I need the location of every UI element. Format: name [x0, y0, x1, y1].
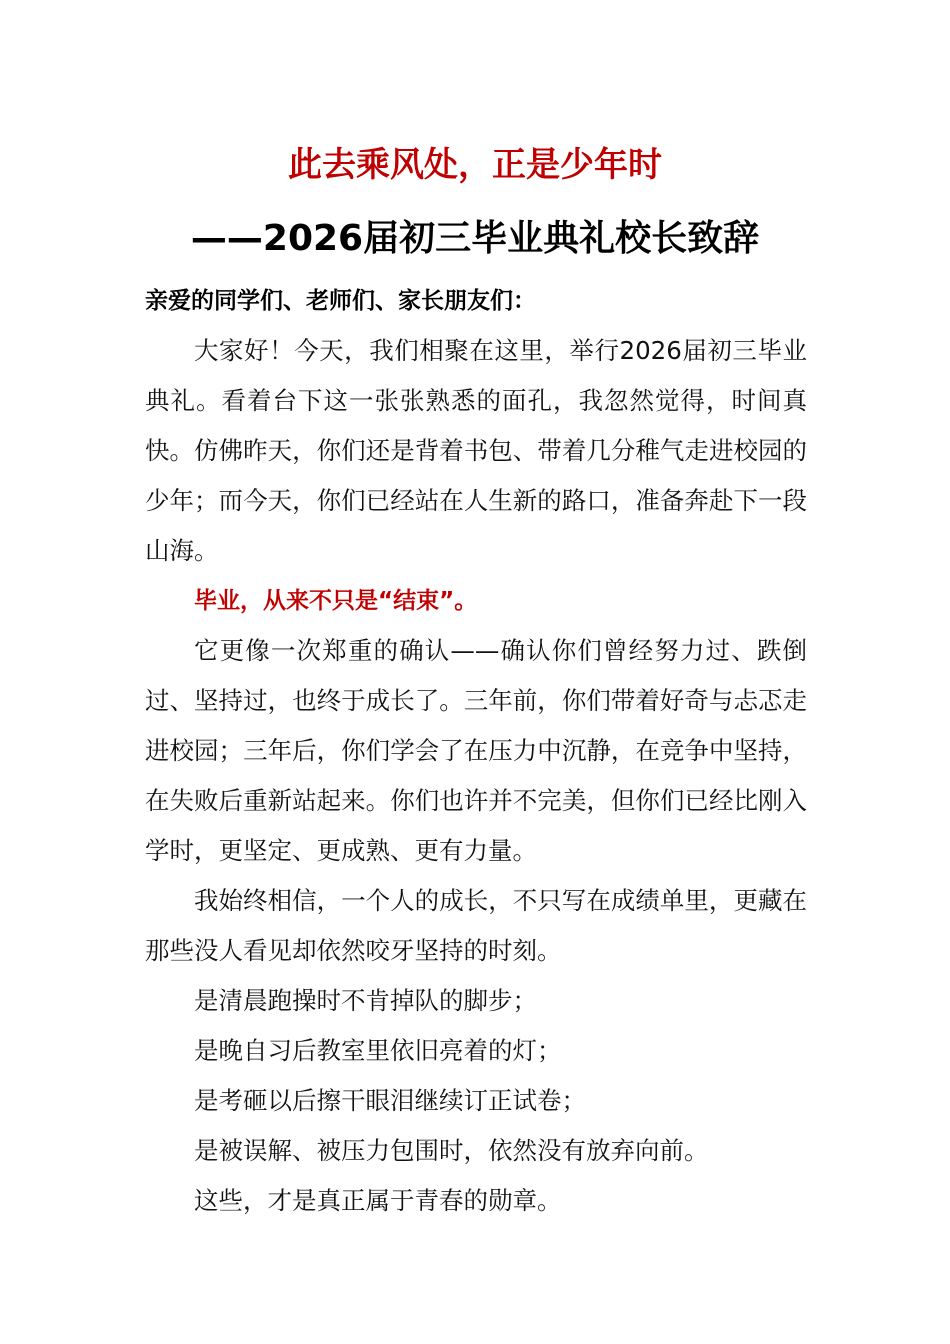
speech-body [145, 326, 807, 1226]
paragraph-emphasis: 毕业，从来不只是“结束”。 [194, 588, 478, 614]
list-line-morning-run: 是清晨跑操时不肯掉队的脚步； [194, 986, 537, 1015]
paragraph-opening: 大家好！今天，我们相聚在这里，举行2026届初三毕业典礼。看着台下这一张张熟悉的面孔，我忽然觉得，时间真快。仿佛昨天，你们还是背着书包、带着几分稚气走进校园的少年；而今天，你们已经站在人生新的路口，准备奔赴下一段山海。 [145, 336, 807, 565]
list-line-exam-correction: 是考砸以后擦干眼泪继续订正试卷； [194, 1086, 586, 1115]
list-line-keep-going: 是被误解、被压力包围时，依然没有放弃向前。 [194, 1136, 709, 1165]
salutation: 亲爱的同学们、老师们、家长朋友们： [145, 288, 536, 314]
paragraph-belief: 我始终相信，一个人的成长，不只写在成绩单里，更藏在那些没人看见却依然咬牙坚持的时刻。 [145, 886, 807, 965]
document-title: 此去乘风处，正是少年时 [288, 145, 662, 185]
document-subtitle: ——2026届初三毕业典礼校长致辞 [190, 218, 760, 259]
paragraph-growth: 它更像一次郑重的确认——确认你们曾经努力过、跌倒过、坚持过，也终于成长了。三年前，你们带着好奇与忐忑走进校园；三年后，你们学会了在压力中沉静，在竞争中坚持，在失败后重新站起来。你们也许并不完美，但你们已经比刚入学时，更坚定、更成熟、更有力量。 [145, 636, 807, 865]
list-line-evening-light: 是晚自习后教室里依旧亮着的灯； [194, 1036, 562, 1065]
paragraph-closing: 这些，才是真正属于青春的勋章。 [194, 1186, 562, 1215]
